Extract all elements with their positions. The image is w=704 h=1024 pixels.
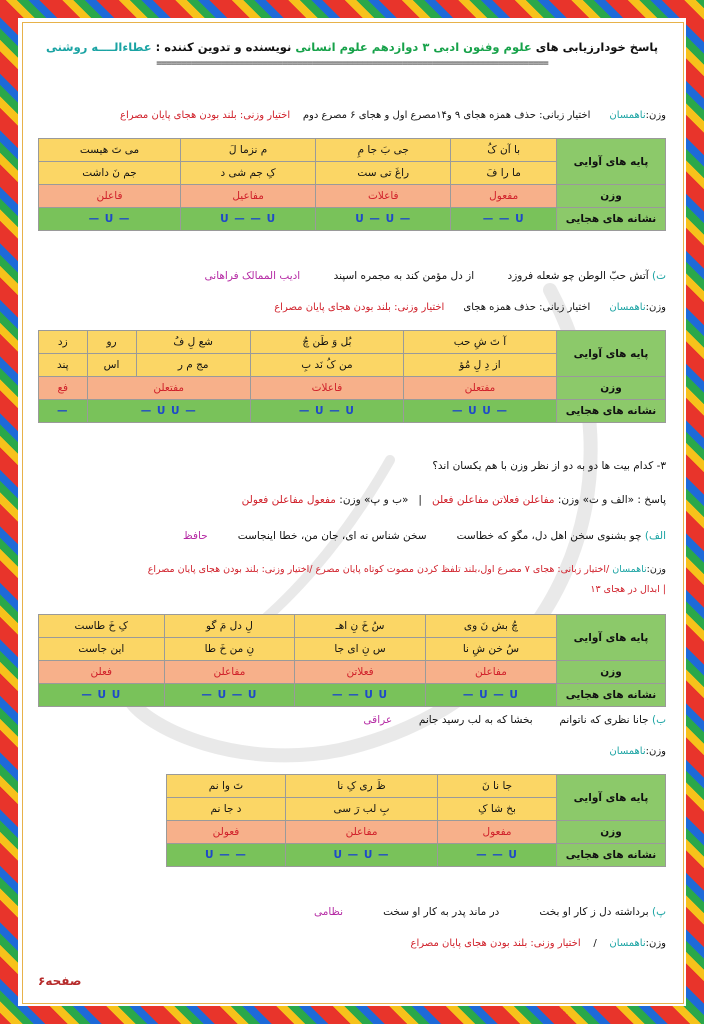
verse-1: چو بشنوی سخن اهل دل، مگو که خطاست: [456, 530, 642, 542]
page: [38, 34, 666, 994]
separator: |: [418, 494, 422, 506]
answer-line: [38, 494, 666, 506]
table-cell: این جاست: [39, 638, 165, 661]
s5-note: اختیار وزنی: بلند بودن هجای پایان مصراع: [410, 938, 581, 949]
s3-note-2: | ابدال در هجای ۱۳: [590, 584, 666, 595]
s2-note-2: اختیار وزنی: بلند بودن هجای پایان مصراع: [274, 302, 445, 313]
s1-table: [38, 138, 666, 231]
meter-label: وزن:: [645, 302, 666, 313]
s3-table: [38, 614, 666, 707]
table-cell: آ تَ شِ حب: [403, 331, 556, 354]
page-header: [38, 40, 666, 54]
table-cell: لِ دل مَ گو: [164, 615, 295, 638]
row-label-feet: پایه های آوایی: [557, 615, 666, 661]
row-label-signs: نشانه های هجایی: [557, 844, 666, 867]
poet-name: عراقی: [363, 714, 393, 726]
s2-meter-line: [38, 302, 666, 313]
s2-table: [38, 330, 666, 423]
item-label: الف): [644, 530, 666, 542]
table-cell: جم نَ داشت: [39, 162, 181, 185]
meter-label: وزن:: [645, 110, 666, 121]
table-cell: اس: [87, 354, 136, 377]
header-compiler-label: نویسنده و تدوین کننده :: [155, 40, 292, 54]
table-cell: کِ خَ طاست: [39, 615, 165, 638]
table-row: [39, 661, 666, 684]
verse-1: آتش حبّ الوطن چو شعله فروزد: [507, 270, 649, 282]
table-cell: مفتعلن: [403, 377, 556, 400]
table-cell: چُ بش نَ وی: [425, 615, 556, 638]
table-cell: جی بَ جا مِ: [316, 139, 451, 162]
row-label-signs: نشانه های هجایی: [557, 684, 666, 707]
table-cell: تَ وا نم: [167, 775, 286, 798]
s3-note-1: /اختیار زبانی: هجای ۷ مصرع اول،بلند تلفظ کردن مصوت کوتاه پایان مصرع /اختیار وزنی: بلند بودن هجای پایان مصراع: [147, 564, 610, 575]
table-row: [167, 844, 666, 867]
poet-name: حافظ: [183, 530, 208, 542]
question-3: ۳- کدام بیت ها دو به دو از نظر وزن با هم یکسان اند؟: [432, 460, 666, 472]
table-cell: U U — —: [295, 684, 426, 707]
meter-value: ناهمسان: [609, 302, 646, 313]
table-cell: U — —: [451, 208, 557, 231]
row-label-feet: پایه های آوایی: [557, 139, 666, 185]
table-cell: —: [39, 400, 88, 423]
header-subject: علوم وفنون ادبی ۳ دوازدهم علوم انسانی: [295, 40, 532, 54]
pe-verse-line: [38, 906, 666, 918]
table-cell: U U —: [39, 684, 165, 707]
meter-label: وزن:: [645, 938, 666, 949]
table-cell: کِ جم شی د: [181, 162, 316, 185]
table-cell: — U U —: [87, 400, 250, 423]
verse-2: بخشا که به لب رسید جانم: [418, 714, 533, 726]
pair-1-label: «الف و ت» وزن:: [557, 494, 635, 506]
meter-value: ناهمسان: [609, 938, 646, 949]
table-row: [39, 139, 666, 162]
table-cell: پند: [39, 354, 88, 377]
table-cell: فاعلات: [250, 377, 403, 400]
table-cell: بُل وَ طَن چُ: [250, 331, 403, 354]
pair-1-meter: مفاعلن فعلاتن مفاعلن فعلن: [431, 494, 555, 506]
table-cell: رو: [87, 331, 136, 354]
table-row: [39, 185, 666, 208]
table-cell: — U —: [39, 208, 181, 231]
table-cell: راغَ تی ست: [316, 162, 451, 185]
table-cell: فعلن: [39, 661, 165, 684]
table-cell: U — —: [438, 844, 557, 867]
table-cell: سُ خَ نِ اهـ: [295, 615, 426, 638]
table-cell: — U — U: [316, 208, 451, 231]
item-label: ب): [652, 714, 666, 726]
row-label-feet: پایه های آوایی: [557, 331, 666, 377]
alef-verse-line: [38, 530, 666, 542]
separator: /: [593, 938, 597, 949]
meter-value: ناهمسان: [612, 564, 647, 575]
table-row: [39, 615, 666, 638]
s1-note-2: اختیار وزنی: بلند بودن هجای پایان مصراع: [120, 110, 291, 121]
table-cell: س نِ ای جا: [295, 638, 426, 661]
table-cell: فعلاتن: [295, 661, 426, 684]
table-cell: مفعول: [438, 821, 557, 844]
s2-verse-line: [38, 270, 666, 282]
table-row: [39, 400, 666, 423]
table-cell: مفاعلن: [425, 661, 556, 684]
be-verse-line: [38, 714, 666, 726]
header-rule: ==============================================================================: [156, 58, 548, 69]
table-cell: فاعلن: [39, 185, 181, 208]
table-cell: د جا نم: [167, 798, 286, 821]
poet-name: نظامی: [313, 906, 344, 918]
table-row: [167, 775, 666, 798]
row-label-feet: پایه های آوایی: [557, 775, 666, 821]
page-number: صفحه۶: [38, 974, 82, 988]
row-label-signs: نشانه های هجایی: [557, 400, 666, 423]
s3-meter-line: [38, 564, 666, 575]
table-cell: — U U —: [403, 400, 556, 423]
table-cell: بخ شا کِ: [438, 798, 557, 821]
s5-meter-line: [38, 938, 666, 949]
s2-note-1: اختیار زبانی: حذف همزه هجای: [463, 302, 591, 313]
table-cell: من کُ نَد بِ: [250, 354, 403, 377]
table-row: [167, 821, 666, 844]
verse-1: جانا نظری که ناتوانم: [559, 714, 649, 726]
row-label-meter: وزن: [557, 661, 666, 684]
pair-2-label: «ب و پ» وزن:: [339, 494, 409, 506]
verse-2: سخن شناس نه ای، جان من، خطا اینجاست: [237, 530, 427, 542]
table-row: [39, 331, 666, 354]
table-cell: زد: [39, 331, 88, 354]
table-cell: مفاعلن: [164, 661, 295, 684]
table-cell: مفاعلن: [285, 821, 437, 844]
verse-1: برداشته دل ز کار او بخت: [539, 906, 649, 918]
table-cell: — U — U: [285, 844, 437, 867]
header-prefix: پاسخ خودارزیابی های: [535, 40, 659, 54]
table-cell: فعولن: [167, 821, 286, 844]
pair-2-meter: مفعول مفاعلن فعولن: [241, 494, 336, 506]
s1-meter-line: [38, 110, 666, 121]
table-cell: U — U —: [164, 684, 295, 707]
s1-note-1: اختیار زبانی: حذف همزه هجای ۹ و۱۴مصرع اول و هجای ۶ مصرع دوم: [302, 110, 591, 121]
meter-label: وزن:: [645, 746, 666, 757]
meter-value: ناهمسان: [609, 746, 646, 757]
table-cell: مج م ر: [136, 354, 250, 377]
verse-2: از دل مؤمن کند به مجمره اسپند: [333, 270, 475, 282]
table-cell: از دِ لِ مُؤ: [403, 354, 556, 377]
table-cell: با آن کُ: [451, 139, 557, 162]
table-cell: می تَ هیست: [39, 139, 181, 162]
table-cell: مفتعلن: [87, 377, 250, 400]
header-author: عطاءالــــه روشنی: [45, 40, 152, 54]
table-cell: نِ من خَ طا: [164, 638, 295, 661]
item-label: ت): [652, 270, 666, 282]
table-cell: ظَ ری کِ نا: [285, 775, 437, 798]
table-row: [39, 684, 666, 707]
table-row: [39, 377, 666, 400]
row-label-meter: وزن: [557, 185, 666, 208]
table-row: [39, 208, 666, 231]
table-cell: ما را فَ: [451, 162, 557, 185]
table-cell: م نزما لَ: [181, 139, 316, 162]
table-cell: U — U —: [425, 684, 556, 707]
row-label-signs: نشانه های هجایی: [557, 208, 666, 231]
poet-name: ادیب الممالک فراهانی: [204, 270, 301, 282]
row-label-meter: وزن: [557, 377, 666, 400]
table-cell: — — U: [167, 844, 286, 867]
meter-label: وزن:: [646, 564, 666, 575]
table-cell: فع: [39, 377, 88, 400]
table-cell: جا نا نَ: [438, 775, 557, 798]
table-cell: بِ لب رَ سی: [285, 798, 437, 821]
table-cell: شع لِ فُ: [136, 331, 250, 354]
row-label-meter: وزن: [557, 821, 666, 844]
verse-2: در ماند پدر به کار او سخت: [383, 906, 500, 918]
item-label: پ): [652, 906, 666, 918]
table-cell: فاعلات: [316, 185, 451, 208]
table-cell: U — — U: [181, 208, 316, 231]
meter-value: ناهمسان: [609, 110, 646, 121]
table-cell: U — U —: [250, 400, 403, 423]
answer-label: پاسخ :: [637, 494, 666, 506]
table-cell: سُ خن شِ نا: [425, 638, 556, 661]
table-cell: مفعول: [451, 185, 557, 208]
table-cell: مفاعیل: [181, 185, 316, 208]
s3-note-line-2: [38, 584, 666, 595]
s4-table: [166, 774, 666, 867]
s4-meter-line: [38, 746, 666, 757]
